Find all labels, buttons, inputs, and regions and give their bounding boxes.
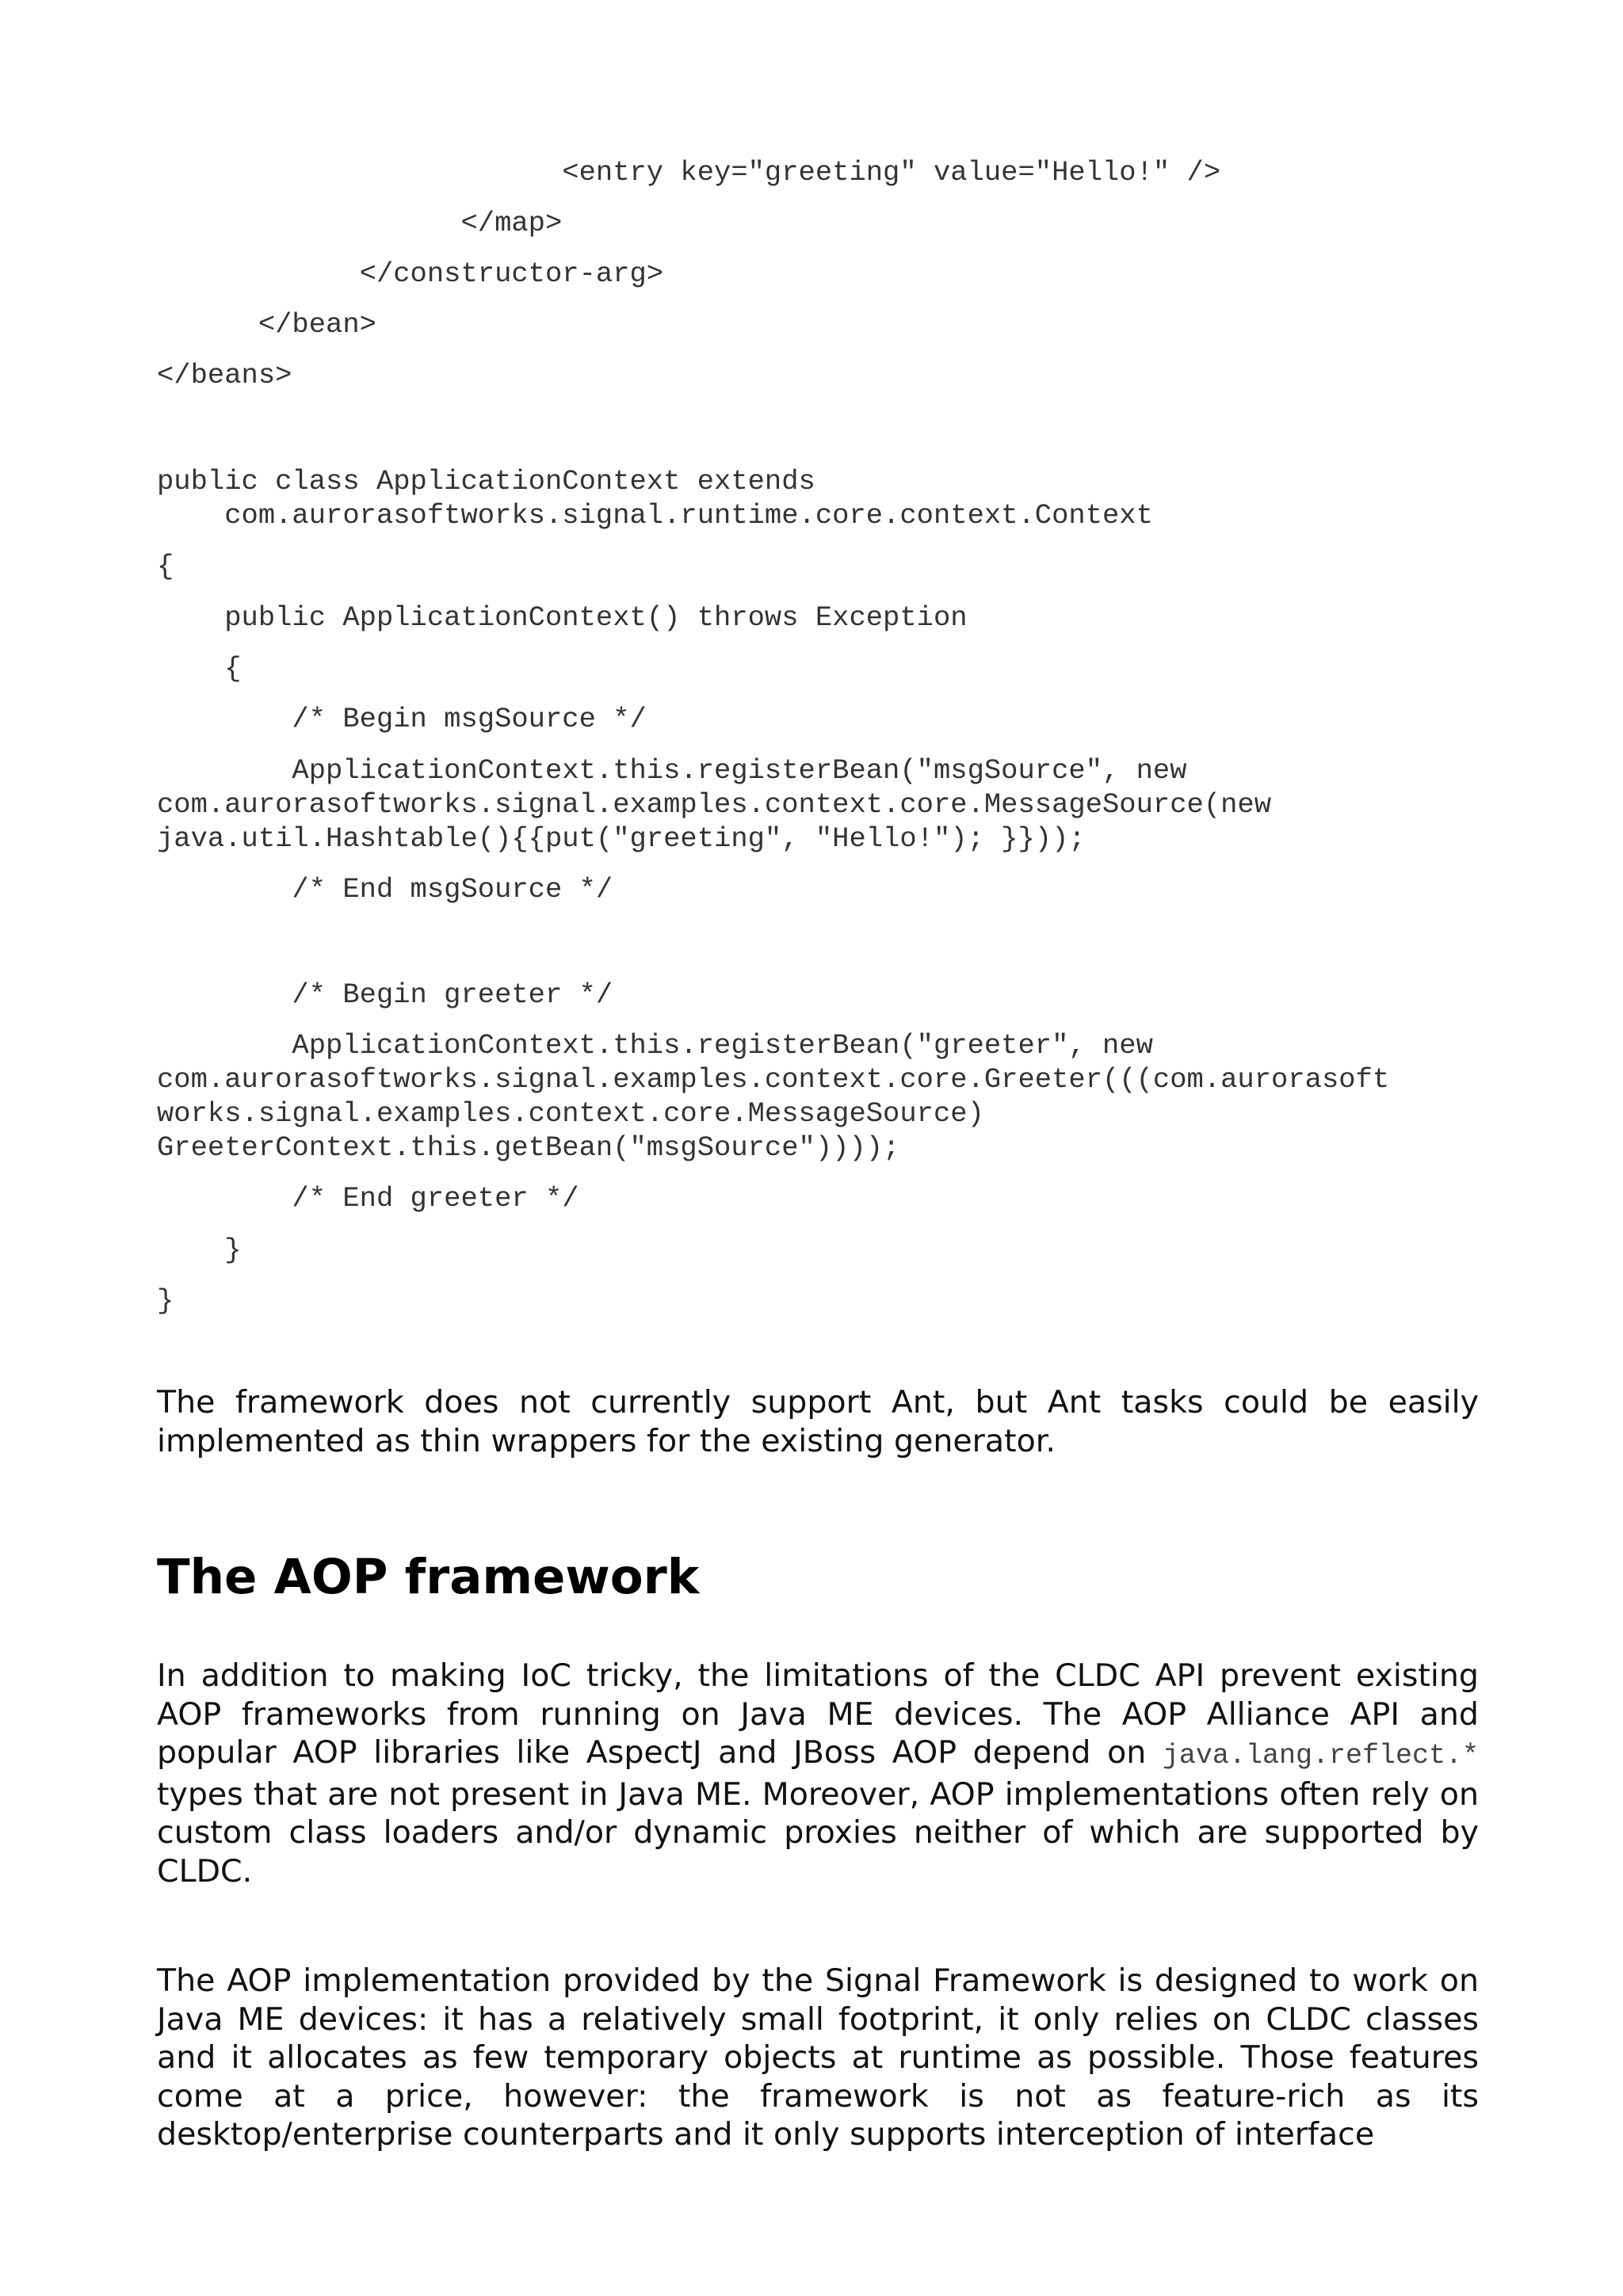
code-line: com.aurorasoftworks.signal.runtime.core.context.Context bbox=[157, 499, 1153, 532]
code-line: /* End msgSource */ bbox=[157, 873, 613, 906]
code-line: com.aurorasoftworks.signal.examples.context.core.Greeter(((com.aurorasoft bbox=[157, 1063, 1390, 1096]
code-line: ApplicationContext.this.registerBean("greeter", new bbox=[157, 1029, 1153, 1062]
paragraph-text: types that are not present in Java ME. Moreover, AOP implementations often rely on custom class loaders and/or dynamic proxies neither of which are supported by CLDC. bbox=[157, 1775, 1479, 1890]
code-line: /* End greeter */ bbox=[157, 1182, 579, 1215]
body-paragraph: The framework does not currently support Ant, but Ant tasks could be easily implemented as thin wrappers for the existing generator. bbox=[157, 1384, 1479, 1459]
body-paragraph: The AOP implementation provided by the Signal Framework is designed to work on Java ME devices: it has a relatively small footprint, it only relies on CLDC classes and it allocates as few temporary objects at runtime as possible. Those features come at a price, however: the framework is not as feature-rich as its desktop/enterprise counterparts and it only supports interception of interface bbox=[157, 1962, 1479, 2153]
code-line: </beans> bbox=[157, 359, 292, 391]
code-line: public ApplicationContext() throws Exception bbox=[157, 601, 968, 634]
code-line: /* Begin greeter */ bbox=[157, 978, 613, 1011]
inline-code: java.lang.reflect.* bbox=[1162, 1740, 1479, 1772]
code-line: java.util.Hashtable(){{put("greeting", "Hello!"); }})); bbox=[157, 822, 1086, 855]
code-line: /* Begin msgSource */ bbox=[157, 703, 647, 735]
code-line: ApplicationContext.this.registerBean("msgSource", new bbox=[157, 754, 1187, 787]
code-line: </map> bbox=[157, 207, 563, 239]
code-line: <entry key="greeting" value="Hello!" /> bbox=[157, 156, 1221, 189]
paragraph-text: In addition to making IoC tricky, the limitations of the CLDC API prevent existing AOP frameworks from running on Java ME devices. The AOP Alliance API and popular AOP libraries like AspectJ and JBoss AOP depend on bbox=[157, 1657, 1479, 1772]
code-line: public class ApplicationContext extends bbox=[157, 465, 815, 498]
body-paragraph bbox=[157, 1657, 1479, 1891]
code-line: GreeterContext.this.getBean("msgSource")))); bbox=[157, 1131, 900, 1164]
code-line: { bbox=[157, 652, 242, 685]
code-line: </constructor-arg> bbox=[157, 257, 664, 290]
code-line: } bbox=[157, 1234, 242, 1266]
code-line: } bbox=[157, 1284, 174, 1317]
code-line: { bbox=[157, 550, 174, 582]
code-line: com.aurorasoftworks.signal.examples.context.core.MessageSource(new bbox=[157, 788, 1272, 821]
code-line: </bean> bbox=[157, 308, 376, 341]
section-heading: The AOP framework bbox=[157, 1549, 700, 1605]
code-line: works.signal.examples.context.core.MessageSource) bbox=[157, 1097, 984, 1130]
